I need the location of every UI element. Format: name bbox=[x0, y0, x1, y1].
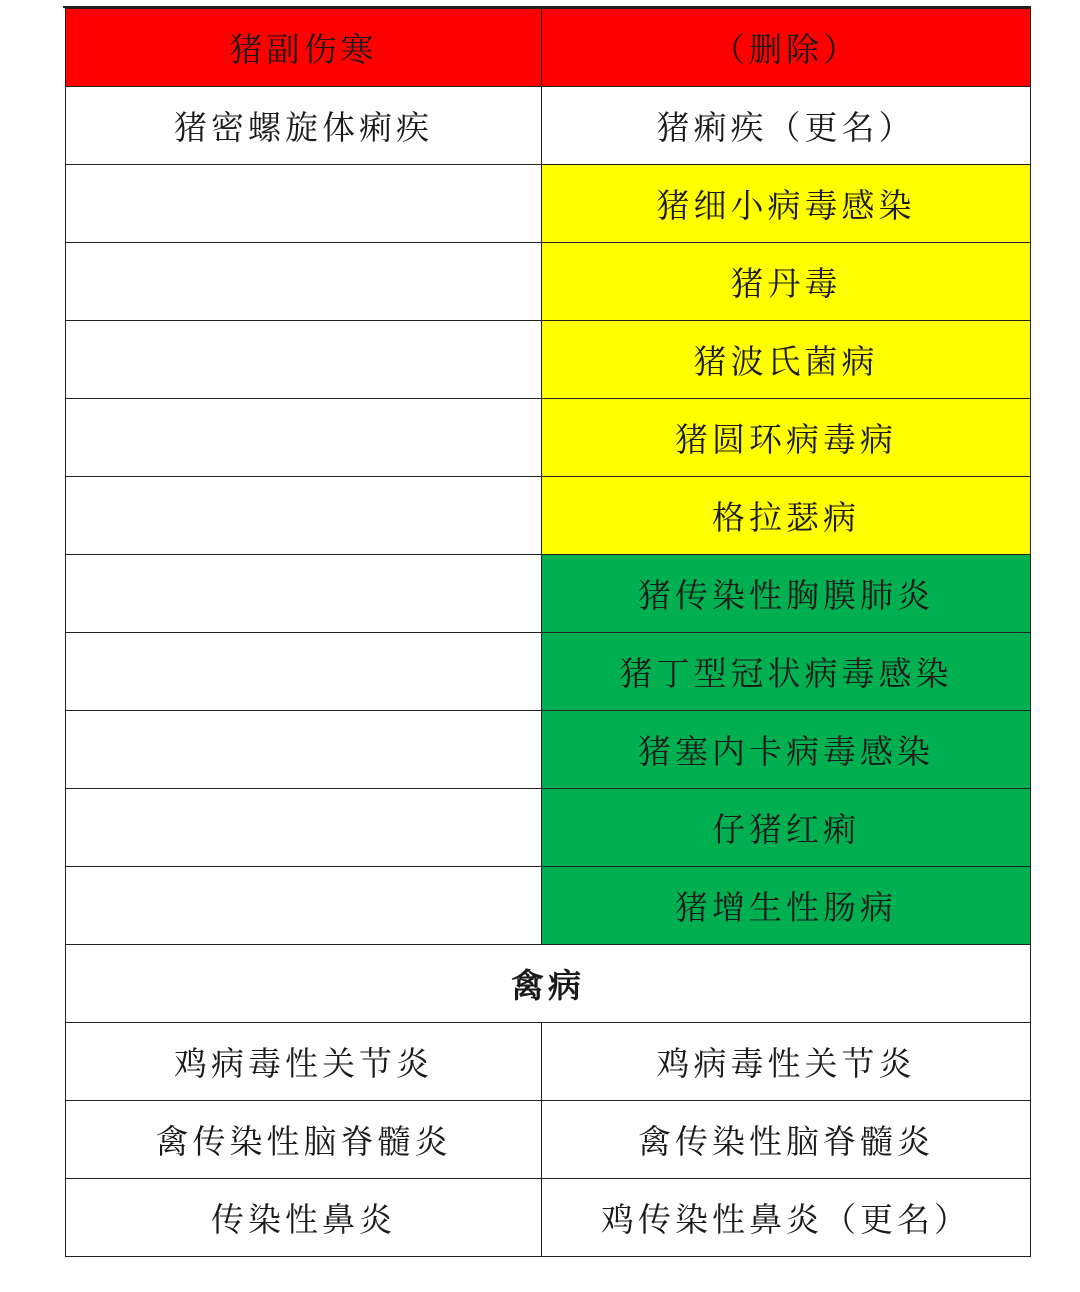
new-name-cell: 猪丹毒 bbox=[542, 243, 1031, 321]
header-cell-right: （删除） bbox=[542, 9, 1031, 87]
old-name-cell: 传染性鼻炎 bbox=[66, 1179, 542, 1257]
old-name-cell bbox=[66, 867, 542, 945]
old-name-cell bbox=[66, 243, 542, 321]
new-name-cell: 猪传染性胸膜肺炎 bbox=[542, 555, 1031, 633]
new-name-cell: 鸡传染性鼻炎（更名） bbox=[542, 1179, 1031, 1257]
section-title-poultry: 禽病 bbox=[66, 945, 1031, 1023]
new-name-cell: 猪波氏菌病 bbox=[542, 321, 1031, 399]
table-row bbox=[66, 555, 1031, 633]
old-name-cell bbox=[66, 321, 542, 399]
table-row bbox=[66, 477, 1031, 555]
section-header-row bbox=[66, 945, 1031, 1023]
table-row bbox=[66, 399, 1031, 477]
table-row bbox=[66, 633, 1031, 711]
disease-list-table bbox=[65, 8, 1031, 1257]
new-name-cell: 猪细小病毒感染 bbox=[542, 165, 1031, 243]
new-name-cell: 仔猪红痢 bbox=[542, 789, 1031, 867]
table-row bbox=[66, 1179, 1031, 1257]
table-row bbox=[66, 321, 1031, 399]
old-name-cell bbox=[66, 165, 542, 243]
table-row bbox=[66, 165, 1031, 243]
new-name-cell: 猪塞内卡病毒感染 bbox=[542, 711, 1031, 789]
table-row bbox=[66, 867, 1031, 945]
table-header-row bbox=[66, 9, 1031, 87]
old-name-cell bbox=[66, 789, 542, 867]
old-name-cell bbox=[66, 477, 542, 555]
new-name-cell: 格拉瑟病 bbox=[542, 477, 1031, 555]
old-name-cell bbox=[66, 399, 542, 477]
old-name-cell: 猪密螺旋体痢疾 bbox=[66, 87, 542, 165]
table-row bbox=[66, 243, 1031, 321]
new-name-cell: 鸡病毒性关节炎 bbox=[542, 1023, 1031, 1101]
table-row bbox=[66, 1101, 1031, 1179]
old-name-cell bbox=[66, 633, 542, 711]
new-name-cell: 猪增生性肠病 bbox=[542, 867, 1031, 945]
new-name-cell: 猪丁型冠状病毒感染 bbox=[542, 633, 1031, 711]
table-row bbox=[66, 1023, 1031, 1101]
new-name-cell: 猪圆环病毒病 bbox=[542, 399, 1031, 477]
old-name-cell: 鸡病毒性关节炎 bbox=[66, 1023, 542, 1101]
header-cell-left: 猪副伤寒 bbox=[66, 9, 542, 87]
table-row bbox=[66, 789, 1031, 867]
new-name-cell: 禽传染性脑脊髓炎 bbox=[542, 1101, 1031, 1179]
table-row bbox=[66, 87, 1031, 165]
old-name-cell: 禽传染性脑脊髓炎 bbox=[66, 1101, 542, 1179]
old-name-cell bbox=[66, 711, 542, 789]
new-name-cell: 猪痢疾（更名） bbox=[542, 87, 1031, 165]
table-row bbox=[66, 711, 1031, 789]
old-name-cell bbox=[66, 555, 542, 633]
